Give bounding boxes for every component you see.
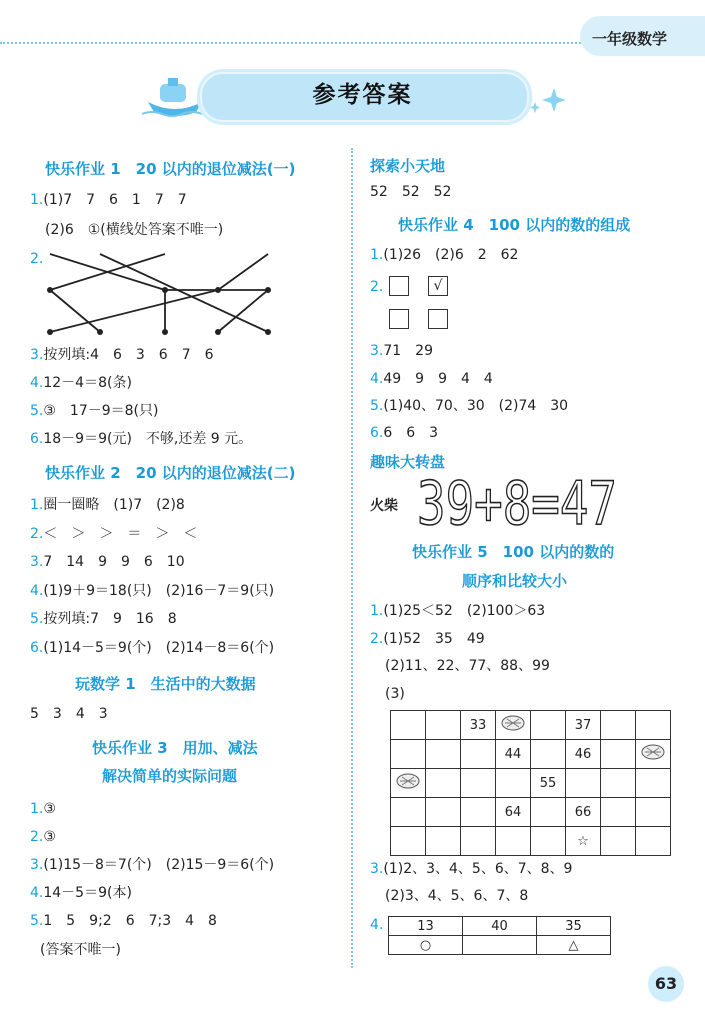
- grid-cell: 66: [566, 798, 601, 827]
- matchstick-equation-text: 39+8=47: [417, 469, 617, 539]
- section-2-heading: 快乐作业 2 20 以内的退位减法(二): [45, 464, 296, 482]
- grid-cell: [496, 769, 531, 798]
- grid-cell: [391, 711, 426, 740]
- grid-cell: [601, 769, 636, 798]
- grid-cell: [531, 827, 566, 856]
- answer-3-3: 3.(1)15－8＝7(个) (2)15－9＝6(个): [30, 857, 275, 873]
- checked-box: √: [428, 276, 448, 296]
- section-5-heading-line2: 顺序和比较大小: [462, 572, 568, 590]
- number-grid: [390, 710, 671, 856]
- answer-2-5: 5.按列填:7 9 16 8: [30, 611, 177, 627]
- answer-1-1b: (2)6 ①(横线处答案不唯一): [45, 222, 224, 238]
- grade-label: 一年级数学: [592, 30, 668, 48]
- grid-cell: [566, 769, 601, 798]
- grid-cell: [636, 711, 671, 740]
- answer-4-3: 3.71 29: [370, 343, 433, 359]
- section-5-heading: 快乐作业 5 100 以内的数的: [412, 543, 615, 561]
- answer-2-3: 3.7 14 9 9 6 10: [30, 554, 185, 570]
- column-divider: [351, 148, 353, 968]
- answer-3-4: 4.14－5＝9(本): [30, 885, 132, 901]
- play-math-answer: 5 3 4 3: [30, 706, 108, 722]
- grid-cell: [531, 798, 566, 827]
- answer-box: [428, 309, 448, 329]
- answer-4-2-number: 2.: [370, 279, 384, 295]
- answer-3-1: 1.③: [30, 801, 56, 817]
- section-3-heading-line2: 解决简单的实际问题: [102, 767, 238, 785]
- matching-lines-diagram: [40, 246, 340, 340]
- grid-row: [391, 740, 671, 769]
- grid-row: [391, 769, 671, 798]
- shape-number-table: [388, 916, 611, 955]
- grid-cell: [426, 711, 461, 740]
- grid-cell: [636, 798, 671, 827]
- fun-heading: 趣味大转盘: [370, 453, 446, 471]
- grid-cell: 46: [566, 740, 601, 769]
- grid-cell: [496, 827, 531, 856]
- answer-5-2b: (2)11、22、77、88、99: [385, 658, 550, 674]
- grid-cell: [636, 827, 671, 856]
- section-4-heading: 快乐作业 4 100 以内的数的组成: [398, 216, 631, 234]
- shell-icon: [636, 740, 671, 769]
- table-cell: 13: [389, 917, 463, 936]
- play-math-heading: 玩数学 1 生活中的大数据: [75, 675, 256, 693]
- grid-cell: 64: [496, 798, 531, 827]
- table-cell: 35: [537, 917, 611, 936]
- answer-2-6: 6.(1)14－5＝9(个) (2)14－8＝6(个): [30, 640, 275, 656]
- circle-cell: ○: [389, 936, 463, 955]
- page-number: 63: [654, 974, 678, 993]
- grid-row: [391, 798, 671, 827]
- grid-cell: 37: [566, 711, 601, 740]
- section-1-heading: 快乐作业 1 20 以内的退位减法(一): [45, 160, 296, 178]
- answer-3-5: 5.1 5 9;2 6 7;3 4 8: [30, 913, 217, 929]
- section-3-heading: 快乐作业 3 用加、减法: [92, 739, 258, 757]
- grid-cell: [531, 711, 566, 740]
- grid-cell: 44: [496, 740, 531, 769]
- grid-cell: [461, 827, 496, 856]
- grid-cell: [426, 798, 461, 827]
- grid-cell: [461, 798, 496, 827]
- grid-cell: [391, 827, 426, 856]
- grid-cell: [601, 711, 636, 740]
- answer-4-6: 6.6 6 3: [370, 425, 439, 441]
- grid-cell: [426, 740, 461, 769]
- grid-cell: [391, 798, 426, 827]
- answer-5-2c: (3): [385, 686, 405, 702]
- answer-5-1: 1.(1)25＜52 (2)100＞63: [370, 603, 546, 619]
- grid-row: [391, 827, 671, 856]
- answer-1-6: 6.18－9＝9(元) 不够,还差 9 元。: [30, 431, 253, 447]
- answer-1-1: 1.(1)7 7 6 1 7 7: [30, 192, 187, 208]
- answer-5-3b: (2)3、4、5、6、7、8: [385, 888, 529, 904]
- grid-cell: [601, 827, 636, 856]
- grid-cell: [461, 769, 496, 798]
- answer-2-1: 1.圈一圈略 (1)7 (2)8: [30, 497, 185, 513]
- grid-cell: [426, 769, 461, 798]
- answer-2-4: 4.(1)9＋9＝18(只) (2)16－7＝9(只): [30, 583, 275, 599]
- table-cell: 40: [463, 917, 537, 936]
- grid-cell: [601, 740, 636, 769]
- answer-1-3: 3.按列填:4 6 3 6 7 6: [30, 347, 214, 363]
- page-title: 参考答案: [312, 82, 413, 108]
- answer-box: [389, 309, 409, 329]
- answer-2-2: 2.＜ ＞ ＞ ＝ ＞ ＜: [30, 526, 198, 542]
- grid-cell: 33: [461, 711, 496, 740]
- top-dotted-rule: [0, 42, 600, 44]
- shell-icon: [496, 711, 531, 740]
- sparkle-icon: [528, 86, 568, 116]
- grid-cell: [636, 769, 671, 798]
- explore-answer: 52 52 52: [370, 184, 452, 200]
- answer-4-5: 5.(1)40、70、30 (2)74 30: [370, 398, 569, 414]
- answer-5-4-number: 4.: [370, 917, 384, 933]
- answer-1-4: 4.12－4＝8(条): [30, 375, 132, 391]
- triangle-cell: △: [537, 936, 611, 955]
- answer-1-2-number: 2.: [30, 251, 44, 267]
- star-cell: ☆: [566, 827, 601, 856]
- answer-5-2a: 2.(1)52 35 49: [370, 631, 485, 647]
- table-cell: [463, 936, 537, 955]
- answer-3-note: (答案不唯一): [40, 942, 121, 958]
- grid-cell: 55: [531, 769, 566, 798]
- grid-cell: [461, 740, 496, 769]
- matchstick-equation: [415, 469, 620, 539]
- answer-4-1: 1.(1)26 (2)6 2 62: [370, 247, 519, 263]
- matchstick-label: 火柴: [370, 498, 398, 514]
- grid-row: [391, 711, 671, 740]
- answer-5-3a: 3.(1)2、3、4、5、6、7、8、9: [370, 861, 573, 877]
- grid-cell: [531, 740, 566, 769]
- grid-cell: [601, 798, 636, 827]
- answer-box: [389, 276, 409, 296]
- grid-cell: [391, 740, 426, 769]
- shell-icon: [391, 769, 426, 798]
- answer-1-5: 5.③ 17－9＝8(只): [30, 403, 159, 419]
- answer-4-4: 4.49 9 9 4 4: [370, 371, 493, 387]
- answer-3-2: 2.③: [30, 829, 56, 845]
- explore-heading: 探索小天地: [370, 157, 446, 175]
- grid-cell: [426, 827, 461, 856]
